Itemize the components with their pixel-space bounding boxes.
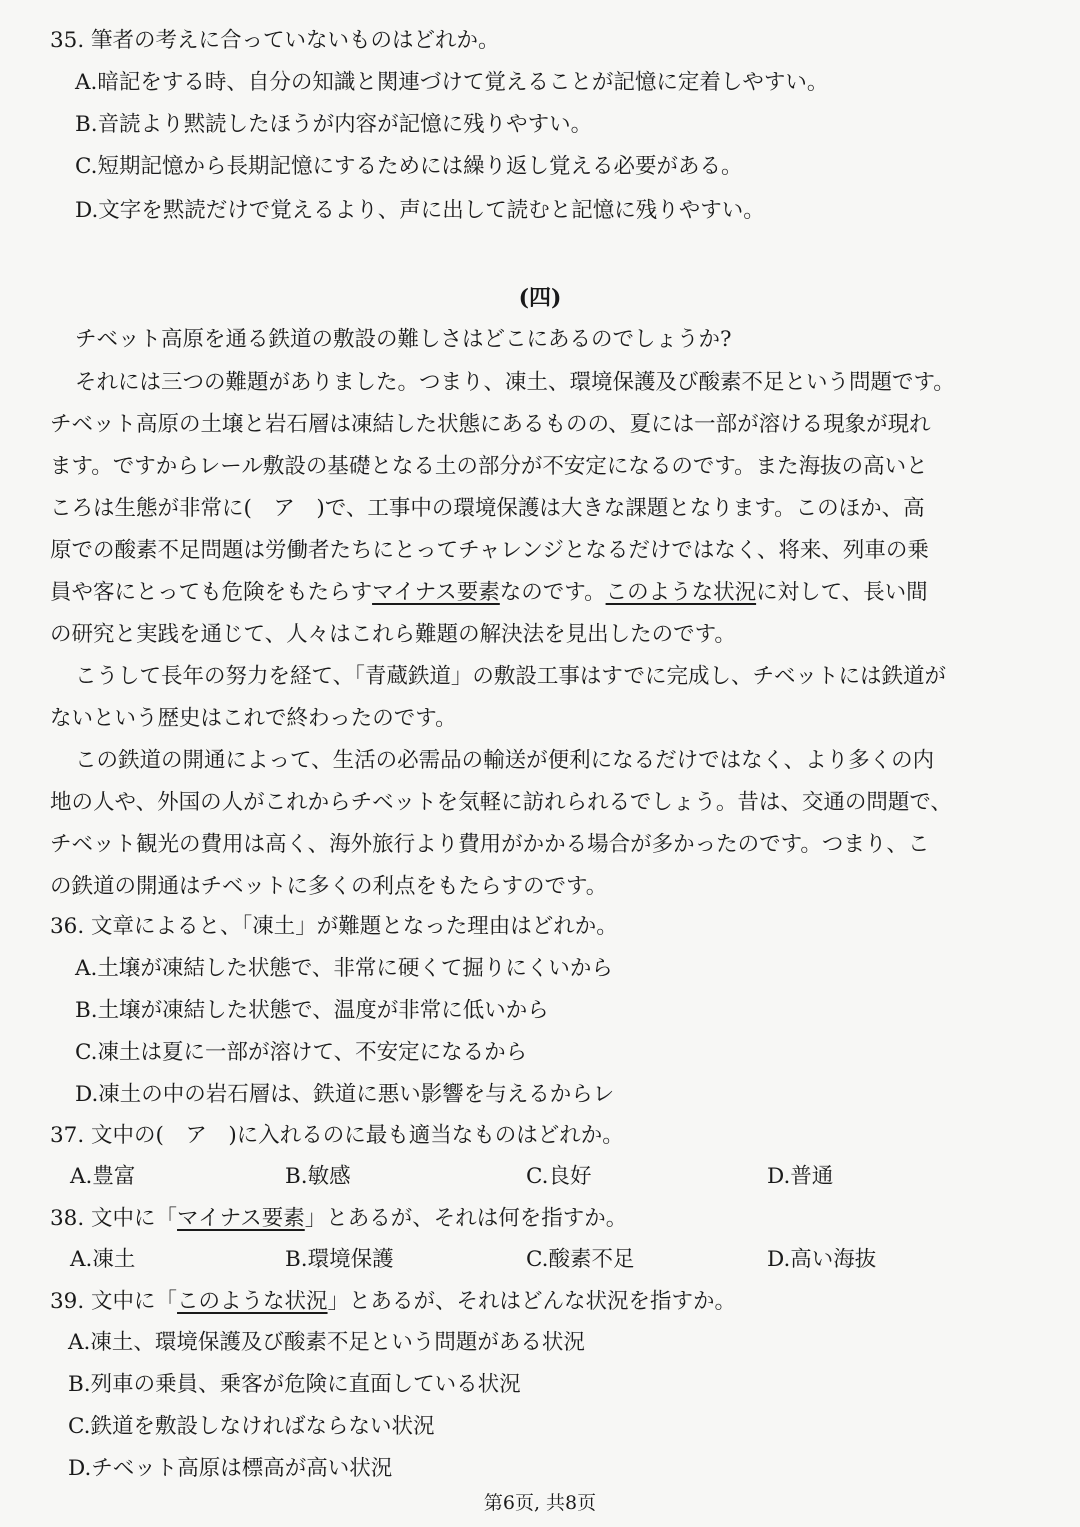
q38-underlined-term: マイナス要素 xyxy=(177,1206,305,1231)
q38-option-a: A.凍土 xyxy=(70,1247,136,1272)
q39-stem-text: 39. 文中に「 xyxy=(50,1289,178,1314)
q38-stem xyxy=(50,1204,627,1234)
q36-option-d: D.凍土の中の岩石層は、鉄道に悪い影響を与えるからレ xyxy=(75,1082,615,1107)
passage-line xyxy=(50,578,928,608)
q38-option-c: C.酸素不足 xyxy=(526,1247,635,1272)
q39-option-d: D.チベット高原は標高が高い状況 xyxy=(68,1456,393,1481)
passage-line: チベット高原の土壌と岩石層は凍結した状態にあるものの、夏には一部が溶ける現象が現れ xyxy=(50,412,931,437)
section-title: (四) xyxy=(518,285,562,311)
q39-option-c: C.鉄道を敷設しなければならない状況 xyxy=(68,1414,435,1439)
passage-line: 地の人や、外国の人がこれからチベットを気軽に訪れられるでしょう。昔は、交通の問題で、 xyxy=(50,790,952,815)
passage-line: ます。ですからレール敷設の基礎となる土の部分が不安定になるのです。また海抜の高いと xyxy=(50,454,928,479)
q39-option-b: B.列車の乗員、乗客が危険に直面している状況 xyxy=(68,1372,521,1397)
passage-line: チベット高原を通る鉄道の敷設の難しさはどこにあるのでしょうか? xyxy=(75,327,732,352)
passage-line: ころは生態が非常に( ア )で、工事中の環境保護は大きな課題となります。このほか、高 xyxy=(50,496,925,521)
q36-option-a: A.土壌が凍結した状態で、非常に硬くて掘りにくいから xyxy=(75,956,613,981)
q35-option-c: C.短期記憶から長期記憶にするためには繰り返し覚える必要がある。 xyxy=(75,154,743,179)
passage-line: こうして長年の努力を経て、「青蔵鉄道」の敷設工事はすでに完成し、チベットには鉄道が xyxy=(75,664,946,689)
q39-stem xyxy=(50,1287,736,1317)
q38-option-d: D.高い海抜 xyxy=(767,1247,877,1272)
passage-line: この鉄道の開通によって、生活の必需品の輸送が便利になるだけではなく、より多くの内 xyxy=(75,748,935,773)
underlined-minus-factor: マイナス要素 xyxy=(372,580,500,605)
passage-line: の研究と実践を通じて、人々はこれら難題の解決法を見出したのです。 xyxy=(50,622,736,647)
q37-option-d: D.普通 xyxy=(767,1164,834,1189)
passage-text: 員や客にとっても危険をもたらす xyxy=(50,580,373,605)
q38-stem-text: 38. 文中に「 xyxy=(50,1206,178,1231)
q39-stem-text: 」とあるが、それはどんな状況を指すか。 xyxy=(327,1289,737,1314)
q35-stem: 35. 筆者の考えに合っていないものはどれか。 xyxy=(50,28,500,53)
q35-option-a: A.暗記をする時、自分の知識と関連づけて覚えることが記憶に定着しやすい。 xyxy=(75,70,829,95)
q38-stem-text: 」とあるが、それは何を指すか。 xyxy=(304,1206,628,1231)
q35-option-d: D.文字を黙読だけで覚えるより、声に出して読むと記憶に残りやすい。 xyxy=(75,198,765,223)
q36-option-c: C.凍土は夏に一部が溶けて、不安定になるから xyxy=(75,1040,528,1065)
passage-text: なのです。 xyxy=(499,580,606,605)
underlined-situation: このような状況 xyxy=(605,580,757,605)
passage-text: に対して、長い間 xyxy=(756,580,928,605)
q39-option-a: A.凍土、環境保護及び酸素不足という問題がある状況 xyxy=(68,1330,585,1355)
passage-line: の鉄道の開通はチベットに多くの利点をもたらすのです。 xyxy=(50,874,608,899)
page-number: 第6页, 共8页 xyxy=(483,1492,597,1514)
passage-line: 原での酸素不足問題は労働者たちにとってチャレンジとなるだけではなく、将来、列車の乗 xyxy=(50,538,929,563)
passage-line: ないという歴史はこれで終わったのです。 xyxy=(50,706,457,731)
q37-option-a: A.豊富 xyxy=(70,1164,136,1189)
q39-underlined-term: このような状況 xyxy=(177,1289,328,1314)
q36-option-b: B.土壌が凍結した状態で、温度が非常に低いから xyxy=(75,998,549,1023)
passage-line: チベット観光の費用は高く、海外旅行より費用がかかる場合が多かったのです。つまり、こ xyxy=(50,832,930,857)
q37-stem: 37. 文中の( ア )に入れるのに最も適当なものはどれか。 xyxy=(50,1123,624,1148)
q37-option-b: B.敏感 xyxy=(285,1164,351,1189)
passage-line: それには三つの難題がありました。つまり、凍土、環境保護及び酸素不足という問題です。 xyxy=(75,370,955,395)
q35-option-b: B.音読より黙読したほうが内容が記憶に残りやすい。 xyxy=(75,112,593,137)
q37-option-c: C.良好 xyxy=(526,1164,592,1189)
q36-stem: 36. 文章によると、「凍土」が難題となった理由はどれか。 xyxy=(50,914,618,939)
q38-option-b: B.環境保護 xyxy=(285,1247,394,1272)
